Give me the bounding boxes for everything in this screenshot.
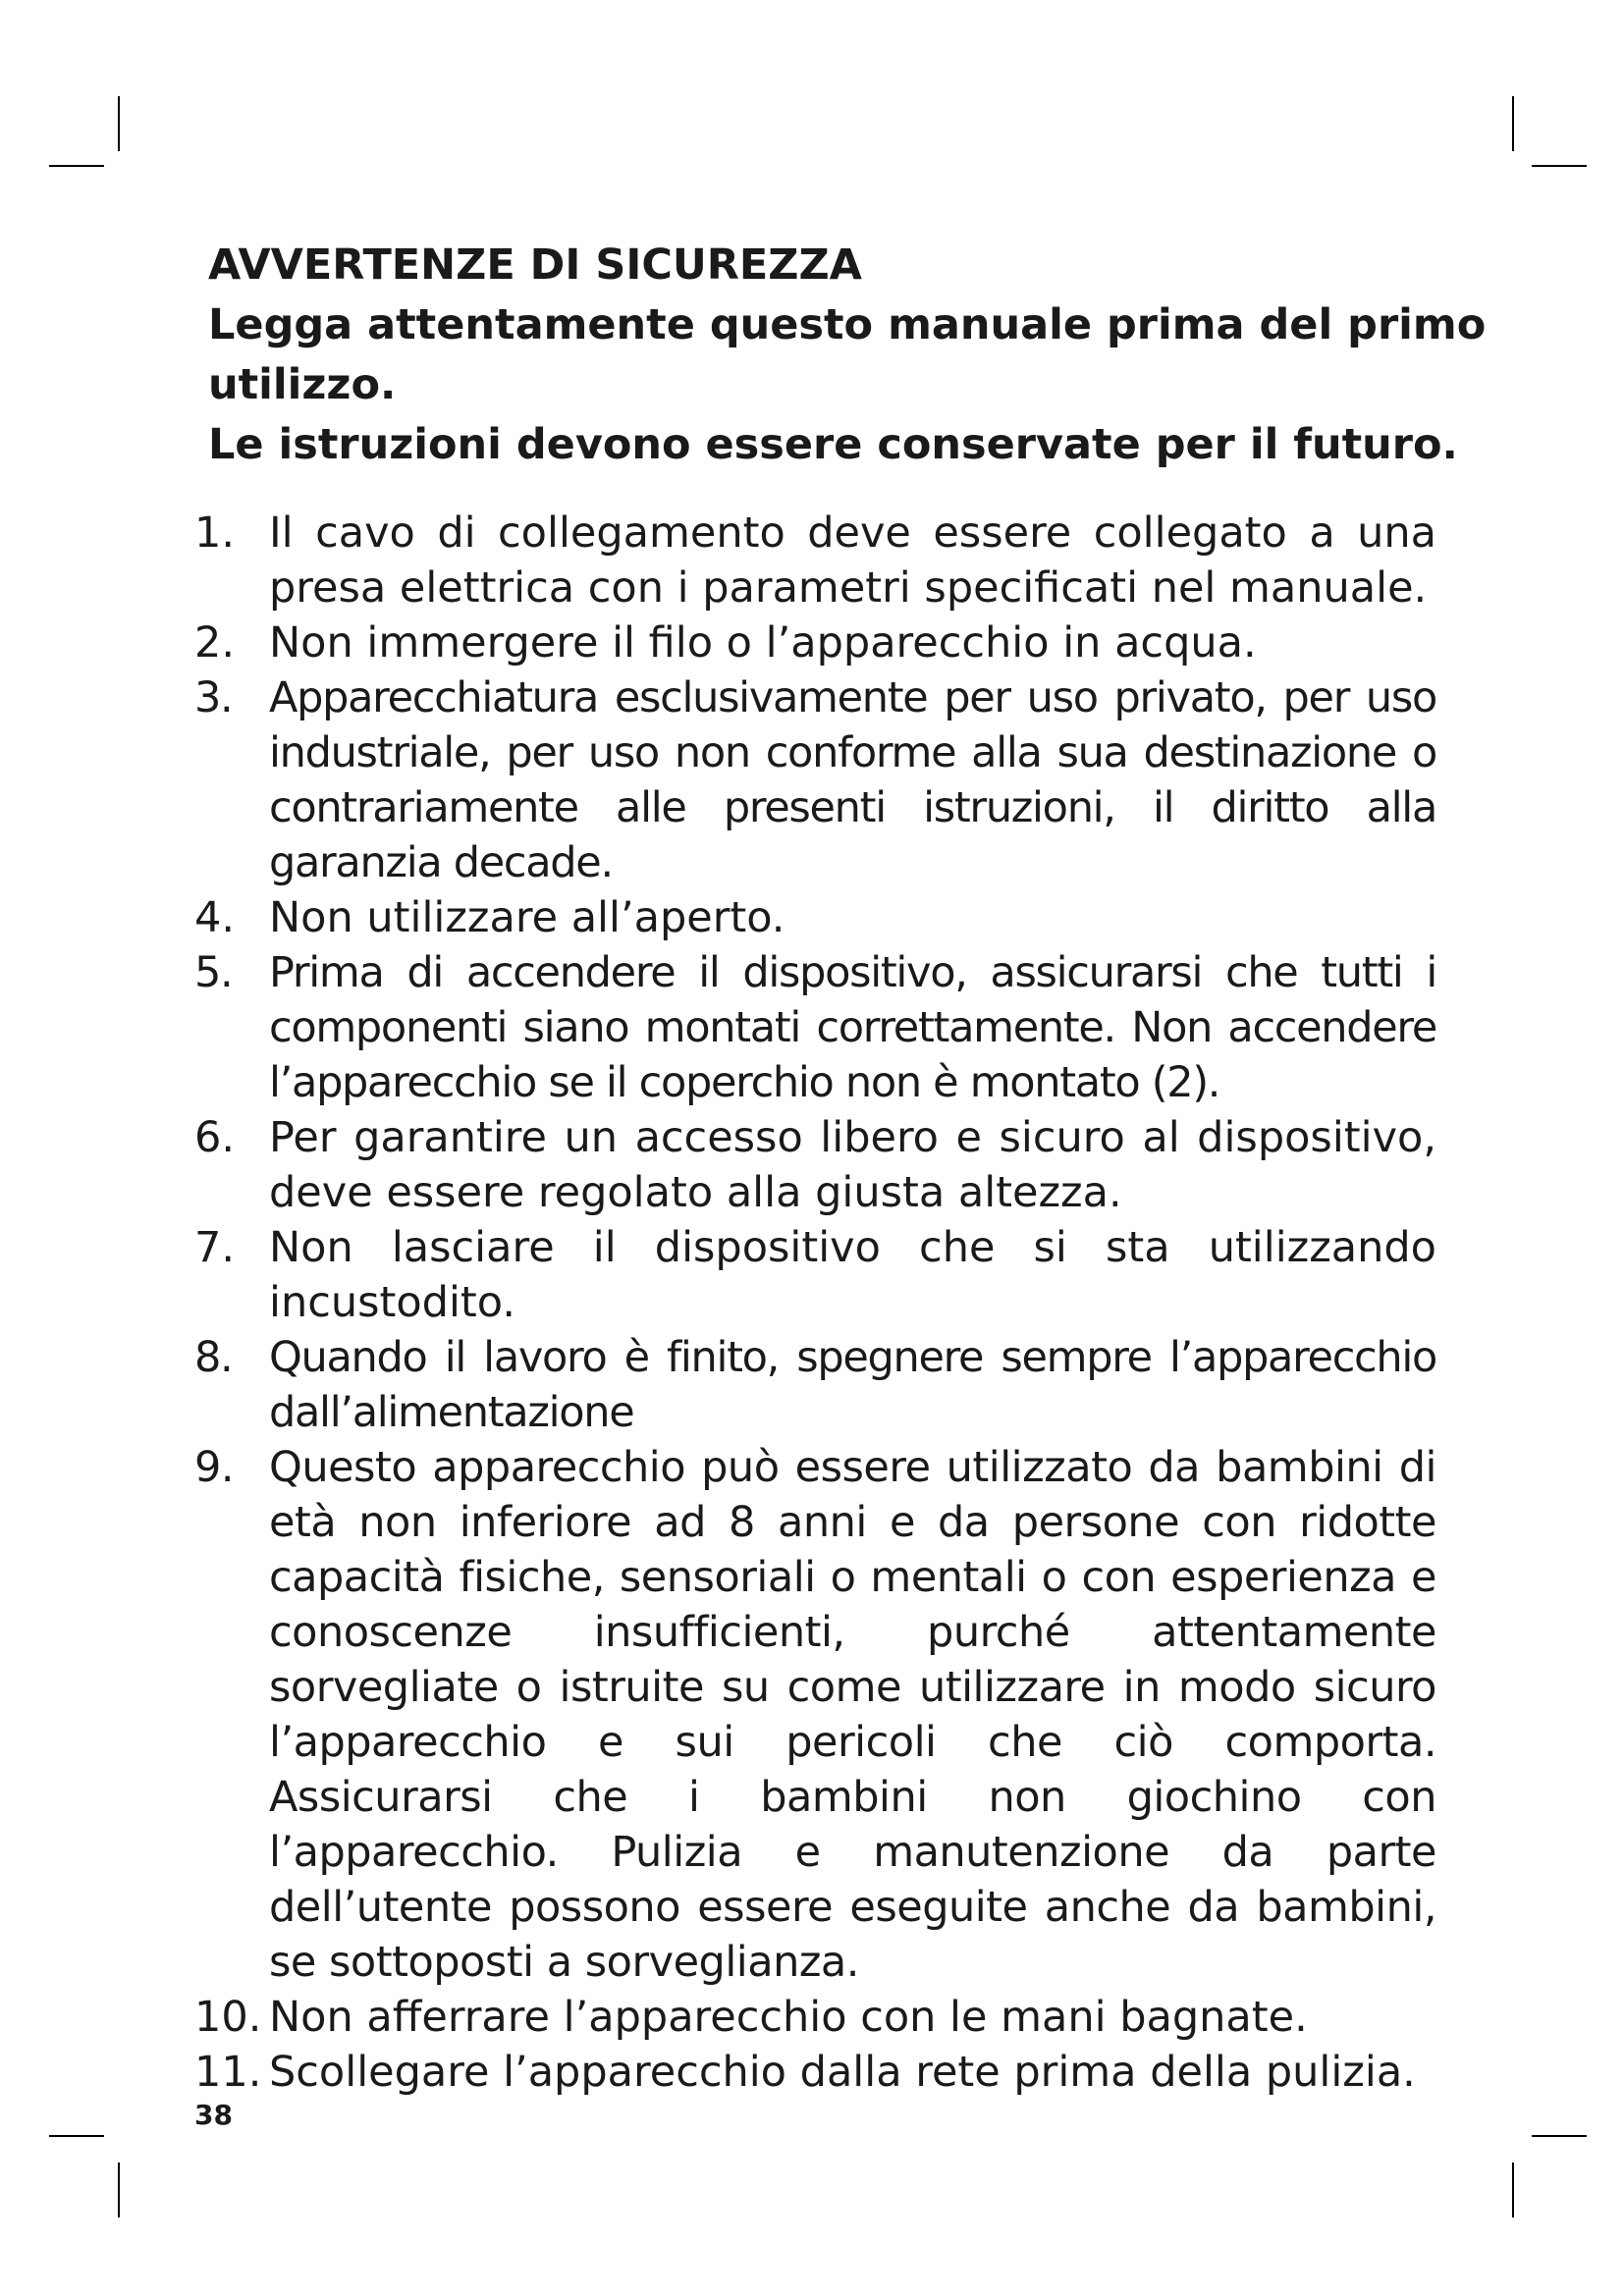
list-item: [194, 670, 1436, 890]
crop-mark-top-left-horizontal: [49, 165, 104, 167]
list-item: [194, 1440, 1436, 1990]
item-number: 4.: [194, 893, 236, 942]
heading-title: AVVERTENZE DI SICUREZZA: [208, 240, 862, 290]
list-item: [194, 615, 1436, 670]
item-number: 1.: [194, 508, 236, 558]
list-item: [194, 890, 1436, 945]
heading-line-1: Legga attentamente questo manuale prima del primo: [208, 300, 1487, 349]
list-item: [194, 2045, 1436, 2100]
crop-mark-top-left-vertical: [118, 96, 120, 151]
crop-mark-top-right-vertical: [1512, 96, 1514, 151]
list-item: [194, 1220, 1436, 1330]
crop-mark-bottom-left-vertical: [118, 2163, 120, 2217]
list-item: [194, 945, 1436, 1110]
heading-line-2: utilizzo.: [208, 360, 397, 409]
safety-heading: [208, 236, 1487, 475]
item-text: Per garantire un accesso libero e sicuro al dispositivo, deve essere regolato alla giusta altezza.: [269, 1113, 1436, 1217]
item-number: 10.: [194, 1993, 262, 2042]
crop-mark-bottom-right-horizontal: [1532, 2135, 1587, 2137]
item-text: Questo apparecchio può essere utilizzato da bambini di età non inferiore ad 8 anni e da persone con ridotte capacità fisiche, sensoriali o mentali o con esperienza e conoscenze insufficienti, purché attentamente sorvegliate o istruite su come utilizzare in modo sicuro l’apparecchio e sui pericoli che ciò comporta. Assicurarsi che i bambini non giochino con l’apparecchio. Pulizia e manutenzione da parte dell’utente possono essere eseguite anche da bambini, se sottoposti a sorveglianza.: [269, 1443, 1436, 1987]
item-number: 5.: [194, 948, 233, 997]
item-text: Non afferrare l’apparecchio con le mani bagnate.: [269, 1993, 1308, 2042]
item-text: Non immergere il filo o l’apparecchio in acqua.: [269, 618, 1257, 667]
list-item: [194, 506, 1436, 615]
item-number: 7.: [194, 1223, 236, 1272]
item-number: 3.: [194, 673, 233, 722]
item-number: 6.: [194, 1113, 236, 1162]
item-text: Non lasciare il dispositivo che si sta utilizzando incustodito.: [269, 1223, 1436, 1327]
list-item: [194, 1330, 1436, 1440]
crop-mark-top-right-horizontal: [1532, 165, 1587, 167]
list-item: [194, 1990, 1436, 2045]
list-item: [194, 1110, 1436, 1220]
item-text: Prima di accendere il dispositivo, assicurarsi che tutti i componenti siano montati correttamente. Non accendere l’apparecchio se il coperchio non è montato (2).: [269, 948, 1436, 1107]
item-text: Apparecchiatura esclusivamente per uso privato, per uso industriale, per uso non conforme alla sua destinazione o contrariamente alle presenti istruzioni, il diritto alla garanzia decade.: [269, 673, 1436, 887]
item-number: 9.: [194, 1443, 235, 1492]
crop-mark-bottom-left-horizontal: [49, 2135, 104, 2137]
item-number: 11.: [194, 2048, 262, 2097]
item-text: Scollegare l’apparecchio dalla rete prima della pulizia.: [269, 2048, 1416, 2097]
item-text: Il cavo di collegamento deve essere collegato a una presa elettrica con i parametri specificati nel manuale.: [269, 508, 1436, 613]
page-number: 38: [194, 2099, 233, 2131]
heading-line-3: Le istruzioni devono essere conservate per il futuro.: [208, 420, 1458, 469]
crop-mark-bottom-right-vertical: [1512, 2163, 1514, 2217]
item-text: Non utilizzare all’aperto.: [269, 893, 785, 942]
item-number: 8.: [194, 1333, 233, 1382]
safety-list: [194, 506, 1436, 2100]
item-number: 2.: [194, 618, 236, 667]
item-text: Quando il lavoro è finito, spegnere sempre l’apparecchio dall’alimentazione: [269, 1333, 1436, 1437]
